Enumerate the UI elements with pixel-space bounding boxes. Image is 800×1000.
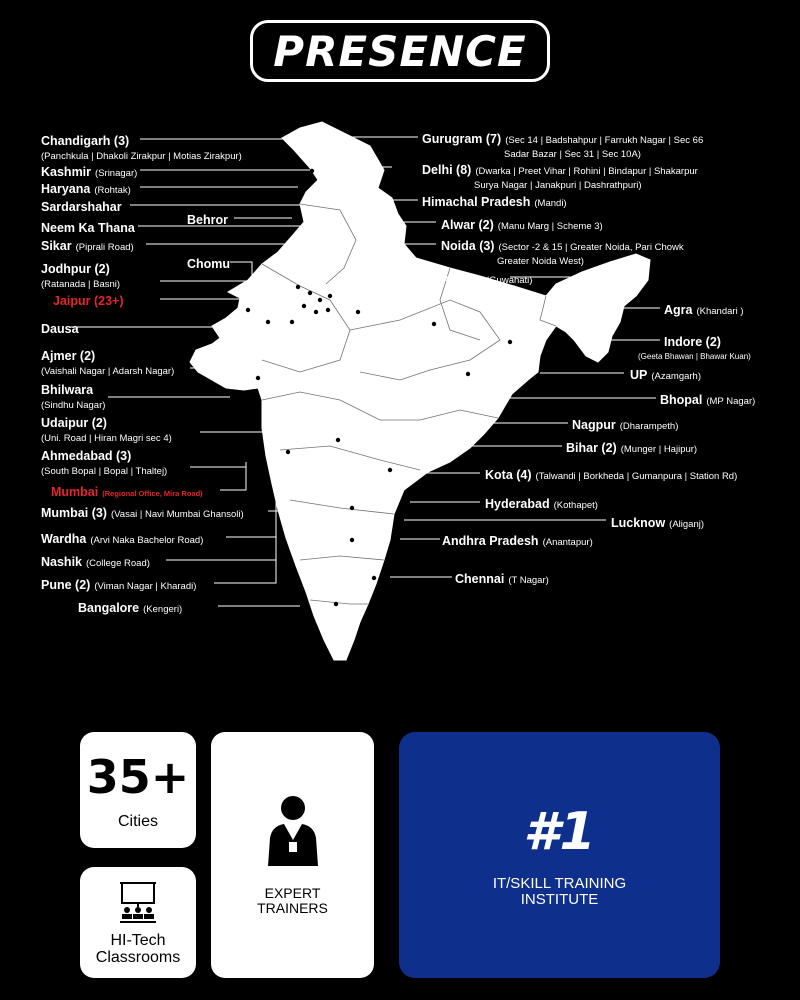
label-bhopal: Bhopal (MP Nagar) — [660, 393, 756, 407]
label-bihar: Bihar (2) (Munger | Hajipur) — [566, 441, 698, 455]
label-pune: Pune (2) (Viman Nagar | Kharadi) — [41, 578, 197, 592]
cities-label: Cities — [117, 812, 158, 830]
label-dausa: Dausa — [41, 322, 79, 336]
label-sardarshahar: Sardarshahar — [41, 200, 122, 214]
label-mumbai: Mumbai (3) (Vasai | Navi Mumbai Ghansoli) — [41, 506, 244, 520]
label-alwar: Alwar (2) (Manu Marg | Scheme 3) — [441, 218, 603, 232]
label-sikar: Sikar (Piprali Road) — [41, 239, 134, 253]
cities-count: 35+ — [86, 749, 190, 804]
label-assam: Assam (Guwahati) — [441, 272, 533, 286]
label-udaipur: Udaipur (2) (Uni. Road | Hiran Magri sec 4) — [41, 416, 172, 444]
label-agra: Agra (Khandari ) — [664, 303, 744, 317]
label-chandigarh: Chandigarh (3) (Panchkula | Dhakoli Zirakpur | Motias Zirakpur) — [41, 134, 242, 162]
label-chennai: Chennai (T Nagar) — [455, 572, 549, 586]
label-bhilwara: Bhilwara (Sindhu Nagar) — [41, 383, 106, 411]
india-outline — [190, 122, 650, 660]
label-hyderabad: Hyderabad (Kothapet) — [485, 497, 598, 511]
label-delhi: Delhi (8) (Dwarka | Preet Vihar | Rohini | Bindapur | Shakarpur Surya Nagar | Janakpuri | Dashrathpuri) — [422, 163, 698, 191]
label-nashik: Nashik (College Road) — [41, 555, 150, 569]
trainer-icon — [258, 794, 328, 874]
label-up: UP (Azamgarh) — [630, 368, 701, 382]
rank-card — [399, 732, 720, 978]
label-haryana: Haryana (Rohtak) — [41, 182, 131, 196]
label-himachal: Himachal Pradesh (Mandi) — [422, 195, 567, 209]
label-chomu: Chomu — [187, 257, 231, 271]
label-lucknow: Lucknow (Aliganj) — [611, 516, 705, 530]
label-gurugram: Gurugram (7) (Sec 14 | Badshahpur | Farrukh Nagar | Sec 66 Sadar Bazar | Sec 31 | Sec 10A) — [422, 132, 704, 160]
label-neem-ka-thana: Neem Ka Thana — [41, 221, 135, 235]
label-kashmir: Kashmir (Srinagar) — [41, 165, 138, 179]
page-title: PRESENCE — [273, 26, 527, 76]
trainers-label-1: EXPERT — [264, 885, 321, 902]
label-ahmedabad: Ahmedabad (3) (South Bopal | Bopal | Thaltej) — [41, 449, 168, 477]
rank-number: #1 — [523, 801, 596, 862]
rank-label-1: IT/SKILL TRAINING — [492, 874, 627, 892]
classrooms-card — [80, 867, 196, 978]
label-ajmer: Ajmer (2) (Vaishali Nagar | Adarsh Nagar) — [41, 349, 175, 377]
label-bangalore: Bangalore (Kengeri) — [78, 601, 183, 615]
cities-card — [80, 732, 196, 848]
trainers-label-2: TRAINERS — [257, 900, 328, 916]
label-indore: Indore (2) (Geeta Bhawan | Bhawar Kuan) — [638, 335, 751, 361]
classrooms-label-1: HI-Tech — [110, 931, 166, 949]
classroom-icon — [114, 879, 162, 927]
label-kota: Kota (4) (Talwandi | Borkheda | Gumanpura | Station Rd) — [485, 468, 738, 482]
label-nagpur: Nagpur (Dharampeth) — [572, 418, 679, 432]
label-noida: Noida (3) (Sector -2 & 15 | Greater Noida, Pari Chowk Greater Noida West) — [441, 239, 684, 267]
trainers-card — [211, 732, 374, 978]
rank-label-2: INSTITUTE — [520, 891, 599, 908]
label-andhra: Andhra Pradesh (Anantapur) — [442, 534, 593, 548]
classrooms-label-2: Classrooms — [95, 948, 181, 966]
label-jodhpur: Jodhpur (2) (Ratanada | Basni) — [41, 262, 121, 290]
title-banner — [250, 20, 550, 82]
label-mumbai-regional: Mumbai (Regional Office, Mira Road) — [51, 485, 203, 499]
label-behror: Behror — [187, 213, 228, 227]
label-wardha: Wardha (Arvi Naka Bachelor Road) — [41, 532, 204, 546]
label-jaipur: Jaipur (23+) — [53, 294, 124, 308]
